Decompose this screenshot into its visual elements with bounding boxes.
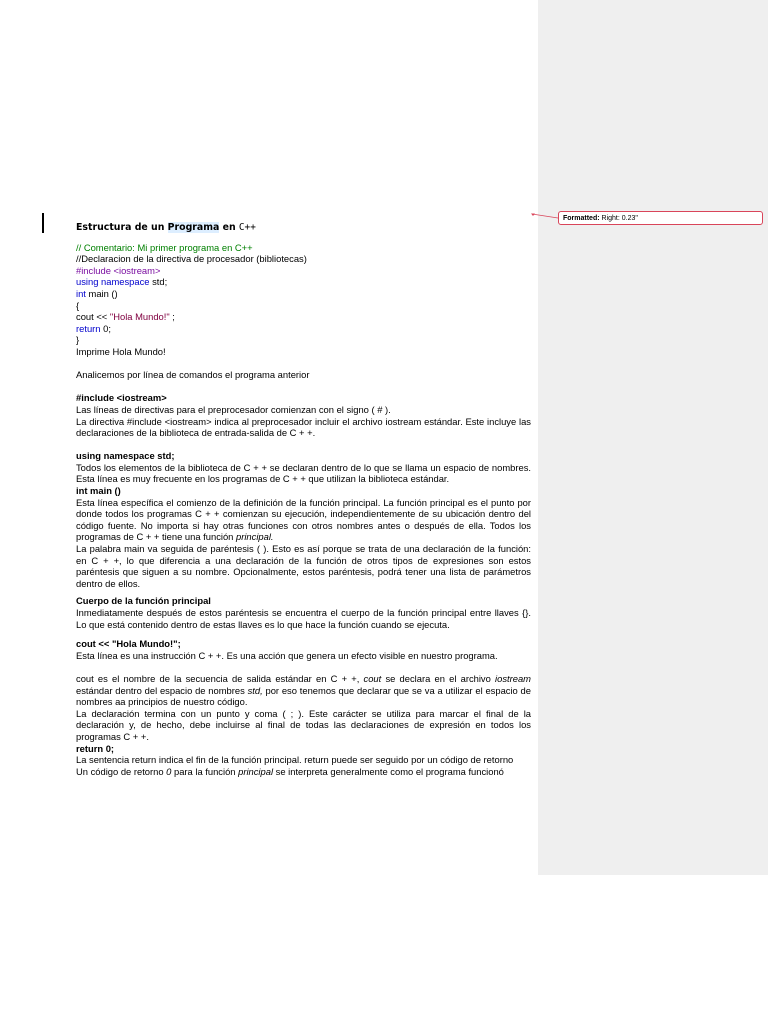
paragraph: Esta línea es una instrucción C + +. Es una acción que genera un efecto visible en nuestro programa. <box>76 649 498 661</box>
paragraph: La directiva #include <iostream> indica al preprocesador incluir el archivo iostream estándar. Este incluye las declaraciones de la biblioteca de entrada-salida de C + +. <box>76 415 531 439</box>
section-include-heading: #include <iostream> <box>76 392 167 404</box>
comment-text: Right: 0.23" <box>601 215 638 222</box>
code-return: return 0; <box>76 322 111 334</box>
comment-connector <box>530 212 560 220</box>
paragraph: Las líneas de directivas para el preprocesador comienzan con el signo ( # ). <box>76 403 391 415</box>
code-open-brace: { <box>76 299 80 311</box>
paragraph: cout es el nombre de la secuencia de salida estándar en C + +, cout se declara en el archivo iostream estándar dentro del espacio de nombres std, por eso tenemos que declarar que se va a utilizar el espacio de nombres aa principios de nuestro código. <box>76 672 531 708</box>
paragraph: La declaración termina con un punto y coma ( ; ). Este carácter se utiliza para marcar el final de la declaración y, de hecho, debe incluirse al final de todas las declaraciones de expresión en todos los programas C + +. <box>76 707 531 742</box>
intro-paragraph: Analicemos por línea de comandos el programa anterior <box>76 369 310 381</box>
paragraph: Inmediatamente después de estos paréntesis se encuentra el cuerpo de la función principal entre llaves {}. Lo que está contenido dentro de estas llaves es lo que hace la función cuando se ejecuta. <box>76 607 531 630</box>
code-close-brace: } <box>76 334 80 346</box>
text-cursor <box>42 213 44 233</box>
code-comment: // Comentario: Mi primer programa en C++ <box>76 241 253 253</box>
section-return-heading: return 0; <box>76 742 115 754</box>
markup-pane <box>538 0 768 875</box>
section-cout-heading: cout << "Hola Mundo!"; <box>76 638 181 650</box>
code-decl-comment: //Declaracion de la directiva de procesador (bibliotecas) <box>76 253 307 265</box>
comment-label: Formatted: <box>563 215 600 222</box>
paragraph: Todos los elementos de la biblioteca de C + + se declaran dentro de lo que se llama un espacio de nombres. Esta línea es muy frecuente en los programas de C + + que utilizan la biblioteca estándar. <box>76 461 531 485</box>
code-include: #include <iostream> <box>76 264 161 276</box>
paragraph: Esta línea específica el comienzo de la definición de la función principal. La función principal es el punto por donde todos los programas C + + comienzan su ejecución, independientemente de su ubicación dentro del código fuente. No importa si hay otras funciones con otros nombres antes o después de ella. Todos los programas de C + + tiene una función principal. <box>76 496 531 543</box>
section-main-heading: int main () <box>76 485 121 497</box>
document-title: Estructura de un Programa en C++ <box>76 222 256 233</box>
code-cout: cout << "Hola Mundo!" ; <box>76 311 175 323</box>
paragraph: La palabra main va seguida de paréntesis ( ). Esto es así porque se trata de una declaración de la función: en C + +, lo que diferencia a una declaración de la función de otros tipos de expresiones son estos paréntesis que siguen a su nombre. Opcionalmente, estos paréntesis, podrá tener una lista de parámetros dentro de ellos. <box>76 543 531 589</box>
section-using-heading: using namespace std; <box>76 450 175 462</box>
code-main: int main () <box>76 287 118 299</box>
section-body-heading: Cuerpo de la función principal <box>76 595 211 607</box>
paragraph: Un código de retorno 0 para la función principal se interpreta generalmente como el programa funcionó <box>76 765 504 777</box>
document-body[interactable] <box>76 222 531 777</box>
program-output: Imprime Hola Mundo! <box>76 345 166 357</box>
paragraph: La sentencia return indica el fin de la función principal. return puede ser seguido por un código de retorno <box>76 754 514 766</box>
formatting-comment-balloon[interactable] <box>558 211 763 225</box>
code-using: using namespace std; <box>76 276 168 288</box>
